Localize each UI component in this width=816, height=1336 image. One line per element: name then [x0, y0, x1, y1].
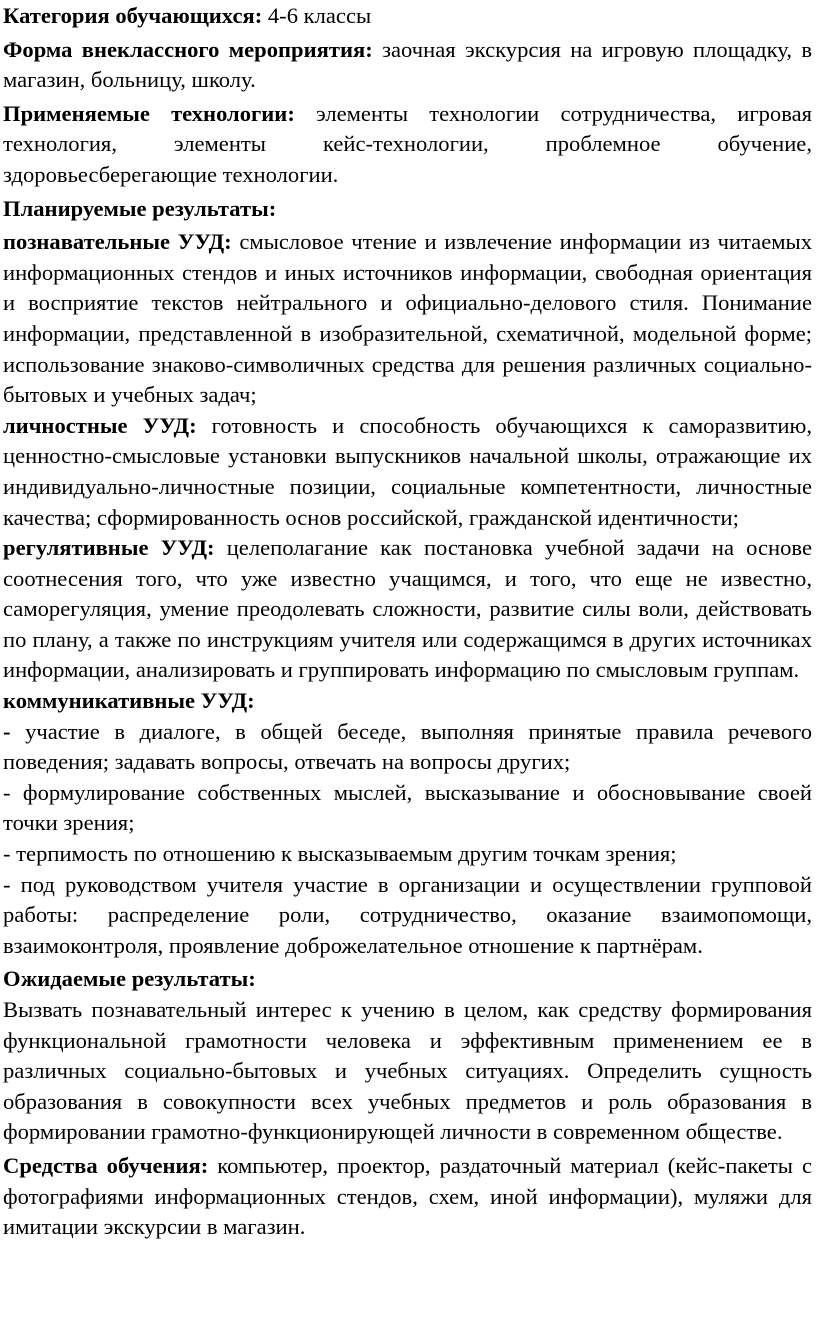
- planned-results-heading: Планируемые результаты:: [3, 195, 277, 221]
- communicative-item: [3, 778, 812, 839]
- personal-uud-label: личностные УУД:: [3, 412, 197, 438]
- expected-results-heading: Ожидаемые результаты:: [3, 966, 256, 992]
- cognitive-uud-label: познавательные УУД:: [3, 229, 232, 255]
- event-form-text: заочная экскурсия на игровую площадку, в магазин, больницу, школу.: [3, 36, 812, 93]
- technologies-text: элементы технологии сотрудничества, игровая технология, элементы кейс-технологии, проблемное обучение, здоровьесберегающие технологии.: [3, 100, 812, 187]
- event-form-paragraph: [3, 35, 812, 96]
- communicative-item-text: терпимость по отношению к высказываемым другим точкам зрения;: [10, 841, 677, 867]
- list-dash: -: [3, 841, 11, 867]
- regulatory-uud-paragraph: [3, 533, 812, 686]
- communicative-item: [3, 717, 812, 778]
- teaching-aids-label: Средства обучения:: [3, 1152, 209, 1178]
- teaching-aids-paragraph: [3, 1151, 812, 1243]
- teaching-aids-text: компьютер, проектор, раздаточный материал (кейс-пакеты с фотографиями информационных стендов, схем, иной информации), муляжи для имитации экскурсии в магазин.: [3, 1152, 813, 1240]
- list-dash: -: [3, 779, 11, 805]
- communicative-uud-heading: коммуникативные УУД:: [3, 688, 255, 714]
- personal-uud-paragraph: [3, 411, 812, 533]
- regulatory-uud-label: регулятивные УУД:: [3, 535, 215, 561]
- communicative-item: [3, 839, 812, 870]
- expected-results-text: Вызвать познавательный интерес к учению в целом, как средству формирования функциональной грамотности человека и эффективным применением ее в различных социально-бытовых и учебных ситуациях. Определить сущность образования в совокупности всех учебных предметов и роль образования в формировании грамотно-функционирующей личности в современном обществе.: [3, 997, 812, 1145]
- regulatory-uud-text: целеполагание как постановка учебной задачи на основе соотнесения того, что уже известно учащимся, и того, что еще не известно, саморегуляция, умение преодолевать сложности, развитие силы воли, действовать по плану, а также по инструкциям учителя или содержащимся в других источниках информации, анализировать и группировать информацию по смысловым группам.: [3, 535, 812, 683]
- communicative-item-text: под руководством учителя участие в организации и осуществлении групповой работы: распределение роли, сотрудничество, оказание взаимопомощи, взаимоконтроля, проявление доброжелательное отношение к партнёрам.: [3, 871, 812, 958]
- list-dash: -: [3, 718, 11, 744]
- communicative-item-text: участие в диалоге, в общей беседе, выполняя принятые правила речевого поведения; задавать вопросы, отвечать на вопросы других;: [3, 718, 812, 775]
- personal-uud-text: готовность и способность обучающихся к саморазвитию, ценностно-смысловые установки выпускников начальной школы, отражающие их индивидуально-личностные позиции, социальные компетентности, личностные качества; сформированность основ российской, гражданской идентичности;: [3, 412, 812, 530]
- cognitive-uud-paragraph: [3, 227, 812, 411]
- communicative-item-text: формулирование собственных мыслей, высказывание и обосновывание своей точки зрения;: [3, 779, 812, 836]
- communicative-item: [3, 870, 812, 962]
- category-label: Категория обучающихся:: [3, 3, 263, 28]
- list-dash: -: [3, 871, 11, 897]
- cognitive-uud-text: смысловое чтение и извлечение информации из читаемых информационных стендов и иных источников информации, свободная ориентация и восприятие текстов нейтрального и официально-делового стиля. Понимание информации, представленной в изобразительной, схематичной, модельной форме; использование знаково-символичных средства для решения различных социально-бытовых и учебных задач;: [3, 229, 813, 408]
- category-paragraph: [3, 1, 812, 32]
- technologies-label: Применяемые технологии:: [3, 100, 295, 126]
- event-form-label: Форма внеклассного мероприятия:: [3, 36, 373, 62]
- category-text: 4-6 классы: [262, 3, 372, 28]
- technologies-paragraph: [3, 99, 812, 191]
